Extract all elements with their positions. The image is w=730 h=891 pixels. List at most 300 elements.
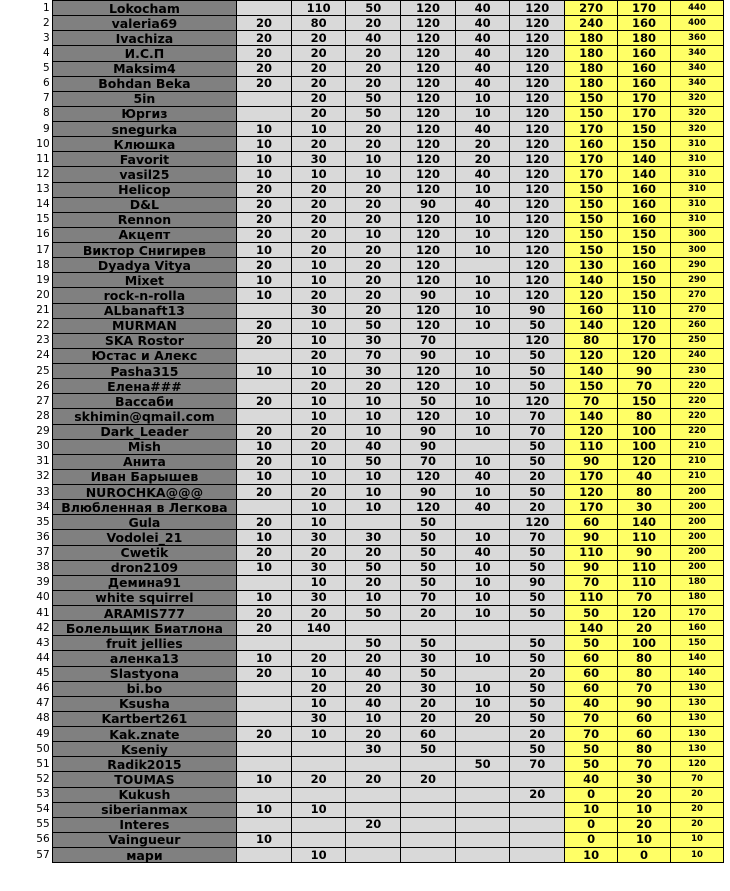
row-number: 42	[0, 621, 52, 636]
score-cell	[237, 91, 292, 106]
total-cell: 250	[670, 333, 723, 348]
participant-name: NUROCHKA@@@	[52, 485, 237, 500]
score-cell: 70	[510, 409, 565, 424]
row-number: 47	[0, 696, 52, 711]
subtotal-cell: 170	[565, 122, 618, 137]
score-cell: 50	[346, 636, 401, 651]
participant-name: Interes	[52, 817, 237, 832]
score-cell	[455, 787, 510, 802]
subtotal-cell: 160	[618, 197, 671, 212]
score-cell: 10	[455, 303, 510, 318]
total-cell: 200	[670, 485, 723, 500]
score-cell: 120	[401, 31, 456, 46]
subtotal-cell: 270	[565, 1, 618, 16]
score-cell: 20	[237, 485, 292, 500]
score-cell: 120	[401, 91, 456, 106]
table-row	[0, 273, 724, 288]
score-cell: 10	[237, 590, 292, 605]
table-row	[0, 545, 724, 560]
row-number: 10	[0, 137, 52, 152]
score-cell: 50	[346, 106, 401, 121]
subtotal-cell: 60	[618, 711, 671, 726]
participant-name: Kartbert261	[52, 711, 237, 726]
participant-name: Mish	[52, 439, 237, 454]
score-cell: 10	[455, 91, 510, 106]
total-cell: 130	[670, 727, 723, 742]
score-cell: 10	[455, 348, 510, 363]
score-cell	[455, 817, 510, 832]
subtotal-cell: 90	[618, 364, 671, 379]
participant-name: Dark_Leader	[52, 424, 237, 439]
score-cell: 10	[455, 182, 510, 197]
score-cell: 20	[346, 817, 401, 832]
subtotal-cell: 50	[565, 742, 618, 757]
score-cell: 10	[237, 364, 292, 379]
participant-name: fruit jellies	[52, 636, 237, 651]
score-cell: 40	[455, 16, 510, 31]
subtotal-cell: 110	[565, 545, 618, 560]
score-cell: 120	[510, 288, 565, 303]
score-cell: 10	[346, 424, 401, 439]
score-cell: 20	[401, 696, 456, 711]
score-cell: 20	[291, 227, 346, 242]
score-cell: 20	[510, 787, 565, 802]
score-cell: 20	[346, 212, 401, 227]
subtotal-cell: 150	[565, 182, 618, 197]
subtotal-cell: 140	[565, 364, 618, 379]
participant-name: Lokocham	[52, 1, 237, 16]
score-cell: 10	[291, 848, 346, 863]
total-cell: 170	[670, 606, 723, 621]
subtotal-cell: 170	[618, 1, 671, 16]
score-cell	[346, 802, 401, 817]
score-cell: 20	[291, 772, 346, 787]
score-cell: 20	[291, 46, 346, 61]
total-cell: 290	[670, 258, 723, 273]
participant-name: Dyadya Vitya	[52, 258, 237, 273]
total-cell: 220	[670, 379, 723, 394]
score-cell: 20	[346, 575, 401, 590]
score-cell: 40	[346, 666, 401, 681]
score-cell: 120	[401, 500, 456, 515]
total-cell: 310	[670, 182, 723, 197]
row-number: 50	[0, 742, 52, 757]
score-cell: 50	[401, 636, 456, 651]
subtotal-cell: 110	[565, 439, 618, 454]
row-number: 4	[0, 46, 52, 61]
table-row	[0, 848, 724, 863]
score-cell: 10	[455, 379, 510, 394]
score-cell: 10	[346, 469, 401, 484]
row-number: 9	[0, 122, 52, 137]
total-cell: 220	[670, 409, 723, 424]
table-row	[0, 137, 724, 152]
score-cell	[455, 258, 510, 273]
score-cell: 50	[510, 485, 565, 500]
subtotal-cell: 120	[565, 288, 618, 303]
score-cell: 120	[401, 46, 456, 61]
score-cell: 10	[455, 454, 510, 469]
table-row	[0, 333, 724, 348]
row-number: 22	[0, 318, 52, 333]
score-cell: 10	[291, 409, 346, 424]
table-row	[0, 711, 724, 726]
subtotal-cell: 90	[565, 454, 618, 469]
score-cell	[237, 636, 292, 651]
subtotal-cell: 160	[618, 61, 671, 76]
table-row	[0, 258, 724, 273]
subtotal-cell: 60	[565, 681, 618, 696]
participant-name: ALbanaft13	[52, 303, 237, 318]
participant-name: Клюшка	[52, 137, 237, 152]
subtotal-cell: 150	[618, 243, 671, 258]
subtotal-cell: 180	[565, 46, 618, 61]
row-number: 46	[0, 681, 52, 696]
participant-name: SKA Rostor	[52, 333, 237, 348]
table-row	[0, 606, 724, 621]
score-cell: 20	[346, 61, 401, 76]
table-row	[0, 454, 724, 469]
row-number: 5	[0, 61, 52, 76]
total-cell: 210	[670, 469, 723, 484]
score-cell: 20	[346, 197, 401, 212]
table-row	[0, 666, 724, 681]
score-cell: 20	[237, 197, 292, 212]
row-number: 11	[0, 152, 52, 167]
score-cell	[346, 757, 401, 772]
participant-name: Favorit	[52, 152, 237, 167]
score-cell	[291, 787, 346, 802]
score-cell	[346, 848, 401, 863]
score-cell	[401, 817, 456, 832]
score-cell: 10	[346, 394, 401, 409]
row-number: 6	[0, 76, 52, 91]
row-number: 29	[0, 424, 52, 439]
score-cell: 50	[346, 318, 401, 333]
table-row	[0, 530, 724, 545]
row-number: 19	[0, 273, 52, 288]
score-cell: 20	[346, 772, 401, 787]
subtotal-cell: 140	[565, 621, 618, 636]
total-cell: 10	[670, 848, 723, 863]
score-cell: 90	[510, 303, 565, 318]
score-cell: 10	[291, 333, 346, 348]
score-cell: 120	[510, 91, 565, 106]
score-cell: 60	[401, 727, 456, 742]
score-cell: 20	[401, 606, 456, 621]
table-row	[0, 757, 724, 772]
score-cell	[291, 832, 346, 847]
score-cell: 120	[510, 122, 565, 137]
score-cell	[291, 636, 346, 651]
subtotal-cell: 30	[618, 500, 671, 515]
subtotal-cell: 10	[618, 832, 671, 847]
row-number: 40	[0, 590, 52, 605]
table-row	[0, 318, 724, 333]
score-cell: 20	[237, 182, 292, 197]
participant-name: Вассаби	[52, 394, 237, 409]
table-row	[0, 394, 724, 409]
subtotal-cell: 180	[565, 61, 618, 76]
score-cell: 20	[346, 545, 401, 560]
total-cell: 320	[670, 106, 723, 121]
score-cell: 20	[291, 681, 346, 696]
participant-name: Radik2015	[52, 757, 237, 772]
score-cell: 50	[401, 560, 456, 575]
score-cell: 20	[291, 379, 346, 394]
subtotal-cell: 160	[618, 76, 671, 91]
participant-name: Ksusha	[52, 696, 237, 711]
score-cell: 10	[237, 243, 292, 258]
score-cell: 120	[510, 137, 565, 152]
subtotal-cell: 150	[565, 379, 618, 394]
score-cell: 120	[401, 16, 456, 31]
score-cell: 20	[346, 379, 401, 394]
subtotal-cell: 70	[565, 727, 618, 742]
participant-name: Иван Барышев	[52, 469, 237, 484]
total-cell: 340	[670, 76, 723, 91]
participant-name: Демина91	[52, 575, 237, 590]
score-cell: 120	[510, 106, 565, 121]
score-cell	[237, 106, 292, 121]
score-cell: 20	[237, 424, 292, 439]
score-cell: 20	[291, 424, 346, 439]
score-cell	[237, 348, 292, 363]
score-cell	[455, 802, 510, 817]
score-cell	[510, 817, 565, 832]
score-cell: 10	[455, 575, 510, 590]
score-cell: 10	[346, 152, 401, 167]
score-cell	[346, 832, 401, 847]
score-cell: 120	[401, 273, 456, 288]
score-cell: 10	[455, 212, 510, 227]
subtotal-cell: 160	[565, 303, 618, 318]
subtotal-cell: 120	[618, 454, 671, 469]
score-cell: 120	[510, 333, 565, 348]
table-row	[0, 303, 724, 318]
score-cell: 20	[237, 318, 292, 333]
subtotal-cell: 120	[565, 424, 618, 439]
score-cell: 50	[510, 681, 565, 696]
score-cell: 10	[455, 106, 510, 121]
score-cell: 70	[401, 590, 456, 605]
score-cell: 50	[510, 590, 565, 605]
total-cell: 310	[670, 137, 723, 152]
row-number: 38	[0, 560, 52, 575]
subtotal-cell: 100	[618, 636, 671, 651]
row-number: 34	[0, 500, 52, 515]
score-cell: 20	[237, 61, 292, 76]
score-cell: 20	[237, 333, 292, 348]
score-cell: 10	[237, 651, 292, 666]
table-row	[0, 182, 724, 197]
score-cell: 10	[455, 273, 510, 288]
score-cell	[455, 742, 510, 757]
subtotal-cell: 150	[565, 106, 618, 121]
score-cell: 10	[237, 469, 292, 484]
score-cell: 90	[510, 575, 565, 590]
subtotal-cell: 10	[565, 848, 618, 863]
participant-name: Maksim4	[52, 61, 237, 76]
participant-name: snegurka	[52, 122, 237, 137]
subtotal-cell: 80	[618, 666, 671, 681]
score-cell: 20	[510, 666, 565, 681]
row-number: 17	[0, 243, 52, 258]
score-cell: 120	[510, 212, 565, 227]
subtotal-cell: 160	[618, 258, 671, 273]
subtotal-cell: 90	[618, 696, 671, 711]
table-row	[0, 439, 724, 454]
score-cell: 110	[291, 1, 346, 16]
score-cell: 10	[455, 227, 510, 242]
score-cell	[401, 802, 456, 817]
row-number: 31	[0, 454, 52, 469]
score-cell: 20	[237, 16, 292, 31]
subtotal-cell: 180	[565, 31, 618, 46]
subtotal-cell: 170	[618, 91, 671, 106]
score-cell: 120	[510, 152, 565, 167]
subtotal-cell: 20	[618, 787, 671, 802]
participant-name: white squirrel	[52, 590, 237, 605]
score-cell: 20	[346, 46, 401, 61]
table-row	[0, 742, 724, 757]
table-row	[0, 787, 724, 802]
score-cell	[455, 848, 510, 863]
subtotal-cell: 70	[565, 711, 618, 726]
score-cell: 10	[237, 802, 292, 817]
score-cell: 10	[291, 318, 346, 333]
score-cell: 20	[237, 454, 292, 469]
table-row	[0, 76, 724, 91]
table-row	[0, 31, 724, 46]
score-cell: 10	[455, 485, 510, 500]
score-cell	[401, 832, 456, 847]
subtotal-cell: 70	[565, 394, 618, 409]
score-cell: 20	[237, 666, 292, 681]
score-cell	[237, 303, 292, 318]
subtotal-cell: 130	[565, 258, 618, 273]
row-number: 14	[0, 197, 52, 212]
score-cell: 70	[510, 530, 565, 545]
score-cell: 10	[346, 167, 401, 182]
score-cell: 20	[291, 606, 346, 621]
score-cell	[510, 621, 565, 636]
score-cell: 50	[401, 742, 456, 757]
score-cell: 40	[455, 61, 510, 76]
row-number: 24	[0, 348, 52, 363]
score-cell: 20	[237, 545, 292, 560]
table-row	[0, 575, 724, 590]
subtotal-cell: 140	[565, 318, 618, 333]
table-row	[0, 424, 724, 439]
score-cell: 20	[237, 258, 292, 273]
score-cell: 120	[510, 31, 565, 46]
table-row	[0, 515, 724, 530]
score-cell: 90	[401, 197, 456, 212]
score-cell: 20	[455, 137, 510, 152]
row-number: 37	[0, 545, 52, 560]
row-number: 7	[0, 91, 52, 106]
participant-name: skhimin@qmail.com	[52, 409, 237, 424]
table-row	[0, 651, 724, 666]
score-cell: 20	[291, 106, 346, 121]
score-cell	[237, 409, 292, 424]
row-number: 32	[0, 469, 52, 484]
score-cell: 50	[401, 545, 456, 560]
subtotal-cell: 100	[618, 424, 671, 439]
score-cell: 90	[401, 424, 456, 439]
score-cell: 120	[510, 61, 565, 76]
score-cell: 20	[237, 515, 292, 530]
subtotal-cell: 160	[618, 16, 671, 31]
subtotal-cell: 60	[565, 666, 618, 681]
score-cell: 10	[291, 575, 346, 590]
score-cell: 50	[401, 530, 456, 545]
score-cell	[237, 787, 292, 802]
score-cell: 20	[346, 76, 401, 91]
score-cell: 10	[455, 318, 510, 333]
score-cell: 20	[291, 91, 346, 106]
score-cell	[455, 333, 510, 348]
table-row	[0, 832, 724, 847]
score-cell: 40	[455, 545, 510, 560]
score-cell: 10	[455, 530, 510, 545]
participant-name: Елена###	[52, 379, 237, 394]
score-cell: 10	[291, 167, 346, 182]
subtotal-cell: 150	[618, 227, 671, 242]
score-cell: 10	[455, 364, 510, 379]
score-cell: 10	[455, 606, 510, 621]
subtotal-cell: 150	[565, 212, 618, 227]
total-cell: 310	[670, 167, 723, 182]
subtotal-cell: 110	[565, 590, 618, 605]
table-row	[0, 212, 724, 227]
total-cell: 320	[670, 91, 723, 106]
total-cell: 340	[670, 46, 723, 61]
participant-name: аленка13	[52, 651, 237, 666]
table-row	[0, 288, 724, 303]
score-cell: 20	[237, 394, 292, 409]
score-cell: 120	[401, 227, 456, 242]
score-cell: 10	[346, 409, 401, 424]
score-cell: 50	[346, 1, 401, 16]
subtotal-cell: 110	[618, 303, 671, 318]
score-cell: 50	[510, 711, 565, 726]
score-cell: 20	[455, 711, 510, 726]
score-cell	[237, 1, 292, 16]
row-number: 13	[0, 182, 52, 197]
score-cell	[401, 621, 456, 636]
score-cell: 20	[346, 681, 401, 696]
subtotal-cell: 0	[618, 848, 671, 863]
total-cell: 300	[670, 243, 723, 258]
subtotal-cell: 80	[618, 742, 671, 757]
score-cell: 10	[291, 364, 346, 379]
score-cell: 90	[401, 485, 456, 500]
score-cell: 10	[291, 515, 346, 530]
score-cell: 120	[401, 182, 456, 197]
row-number: 57	[0, 848, 52, 863]
score-cell: 20	[291, 76, 346, 91]
score-cell	[510, 832, 565, 847]
score-cell: 20	[291, 31, 346, 46]
score-cell: 20	[346, 243, 401, 258]
subtotal-cell: 180	[618, 31, 671, 46]
score-cell	[237, 575, 292, 590]
subtotal-cell: 50	[565, 606, 618, 621]
table-row	[0, 61, 724, 76]
score-cell: 20	[510, 500, 565, 515]
